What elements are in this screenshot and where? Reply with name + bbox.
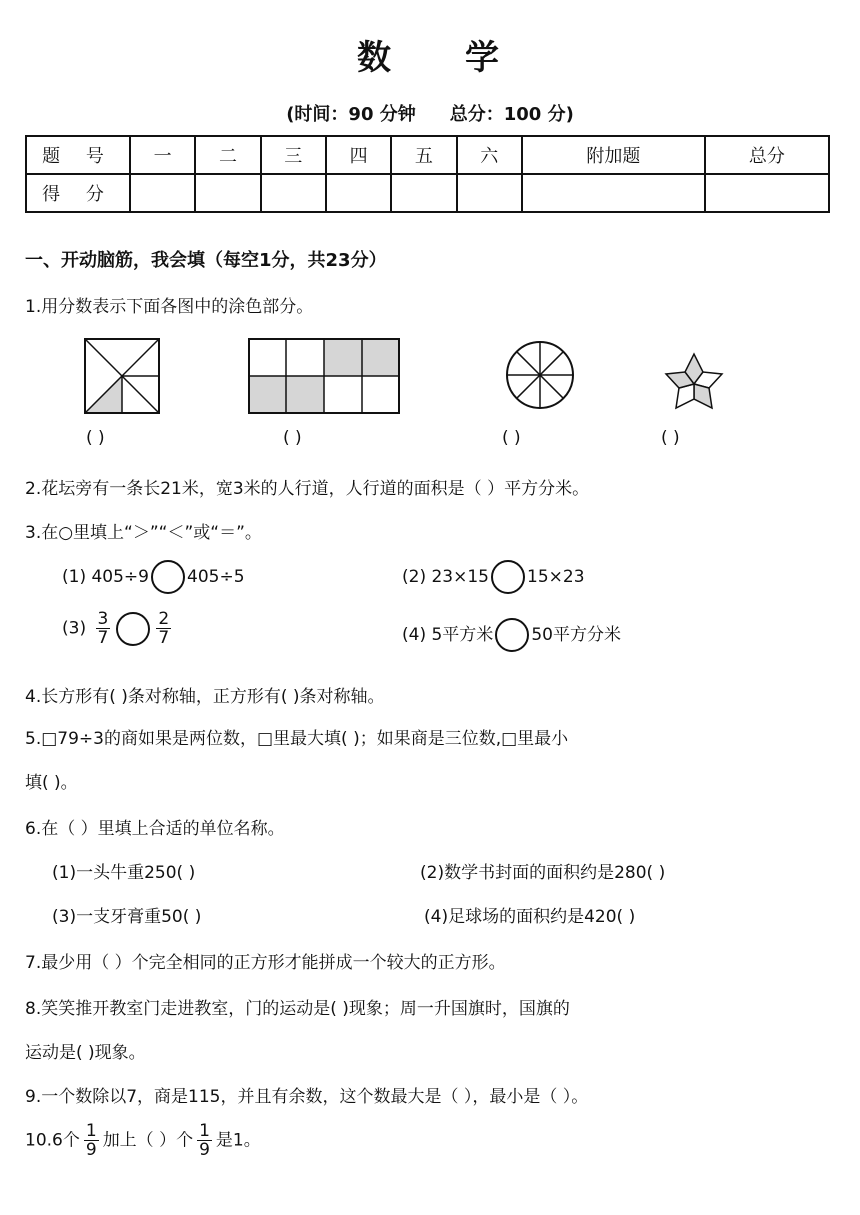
question-7: 7.最少用（ ）个完全相同的正方形才能拼成一个较大的正方形。: [25, 953, 506, 973]
circle-sectors-figure: [505, 340, 575, 410]
score-cell[interactable]: [705, 174, 829, 212]
question-3: 3.在○里填上“＞”“＜”或“＝”。: [25, 523, 262, 543]
compare-circle[interactable]: [491, 560, 525, 594]
fraction: $\frac{1}{9}$: [85, 1121, 97, 1160]
score-cell[interactable]: [195, 174, 260, 212]
score-cell[interactable]: [130, 174, 195, 212]
question-8-line2: 运动是( )现象。: [25, 1043, 146, 1063]
exam-info: [0, 100, 860, 126]
question-3-4: (4) 5平方米 50平方分米: [402, 618, 621, 652]
exam-time: (时间：90 分钟: [286, 104, 416, 125]
answer-blank[interactable]: ( ): [283, 428, 302, 448]
question-4: 4.长方形有( )条对称轴，正方形有( )条对称轴。: [25, 687, 385, 707]
score-row-label: 得 分: [26, 174, 130, 212]
question-2: 2.花坛旁有一条长21米，宽3米的人行道，人行道的面积是（ ）平方分米。: [25, 479, 590, 499]
score-table: [25, 135, 830, 213]
question-3-1: (1) 405÷9 405÷5: [62, 560, 245, 594]
answer-blank[interactable]: ( ): [502, 428, 521, 448]
question-6-4: (4)足球场的面积约是420( ): [424, 907, 636, 927]
question-6-1: (1)一头牛重250( ): [52, 863, 196, 883]
compare-circle[interactable]: [495, 618, 529, 652]
square-diagonals-figure: [84, 338, 160, 414]
answer-blank[interactable]: ( ): [661, 428, 680, 448]
question-6-3: (3)一支牙膏重50( ): [52, 907, 202, 927]
score-header-cell: 四: [326, 136, 391, 174]
score-header-cell: 六: [457, 136, 522, 174]
score-header-cell: 一: [130, 136, 195, 174]
compare-circle[interactable]: [116, 612, 150, 646]
score-header-cell: 总分: [705, 136, 829, 174]
fraction: $\frac{3}{7}$: [97, 609, 109, 648]
star-figure: [658, 348, 730, 414]
score-table-header-row: [26, 136, 829, 174]
question-3-3: (3) $\frac{3}{7}$ $\frac{2}{7}$: [62, 609, 170, 648]
fraction: $\frac{2}{7}$: [158, 609, 170, 648]
score-header-cell: 题 号: [26, 136, 130, 174]
score-cell[interactable]: [261, 174, 326, 212]
score-cell[interactable]: [522, 174, 705, 212]
score-cell[interactable]: [457, 174, 522, 212]
question-9: 9.一个数除以7，商是115，并且有余数，这个数最大是（ ），最小是（ ）。: [25, 1087, 589, 1107]
question-6-2: (2)数学书封面的面积约是280( ): [420, 863, 666, 883]
score-header-cell: 五: [391, 136, 456, 174]
question-5-line2: 填( )。: [25, 773, 78, 793]
score-table-score-row: [26, 174, 829, 212]
question-6: 6.在（ ）里填上合适的单位名称。: [25, 819, 285, 839]
question-5-line1: 5.□79÷3的商如果是两位数，□里最大填( )；如果商是三位数,□里最小: [25, 729, 569, 749]
section-heading: 一、开动脑筋，我会填（每空1分，共23分）: [25, 250, 387, 271]
question-10: 10.6个 $\frac{1}{9}$ 加上（ ）个 $\frac{1}{9}$ 是1。: [25, 1121, 261, 1160]
grid-rectangle-figure: [248, 338, 400, 414]
score-header-cell: 二: [195, 136, 260, 174]
question-3-2: (2) 23×15 15×23: [402, 560, 585, 594]
score-header-cell: 三: [261, 136, 326, 174]
score-cell[interactable]: [326, 174, 391, 212]
fraction: $\frac{1}{9}$: [199, 1121, 210, 1160]
page-title: 数 学: [357, 38, 503, 78]
score-cell[interactable]: [391, 174, 456, 212]
score-header-cell: 附加题: [522, 136, 705, 174]
question-1: 1.用分数表示下面各图中的涂色部分。: [25, 297, 314, 317]
answer-blank[interactable]: ( ): [86, 428, 105, 448]
compare-circle[interactable]: [151, 560, 185, 594]
exam-total: 总分：100 分): [449, 104, 574, 125]
question-8-line1: 8.笑笑推开教室门走进教室，门的运动是( )现象；周一升国旗时，国旗的: [25, 999, 570, 1019]
